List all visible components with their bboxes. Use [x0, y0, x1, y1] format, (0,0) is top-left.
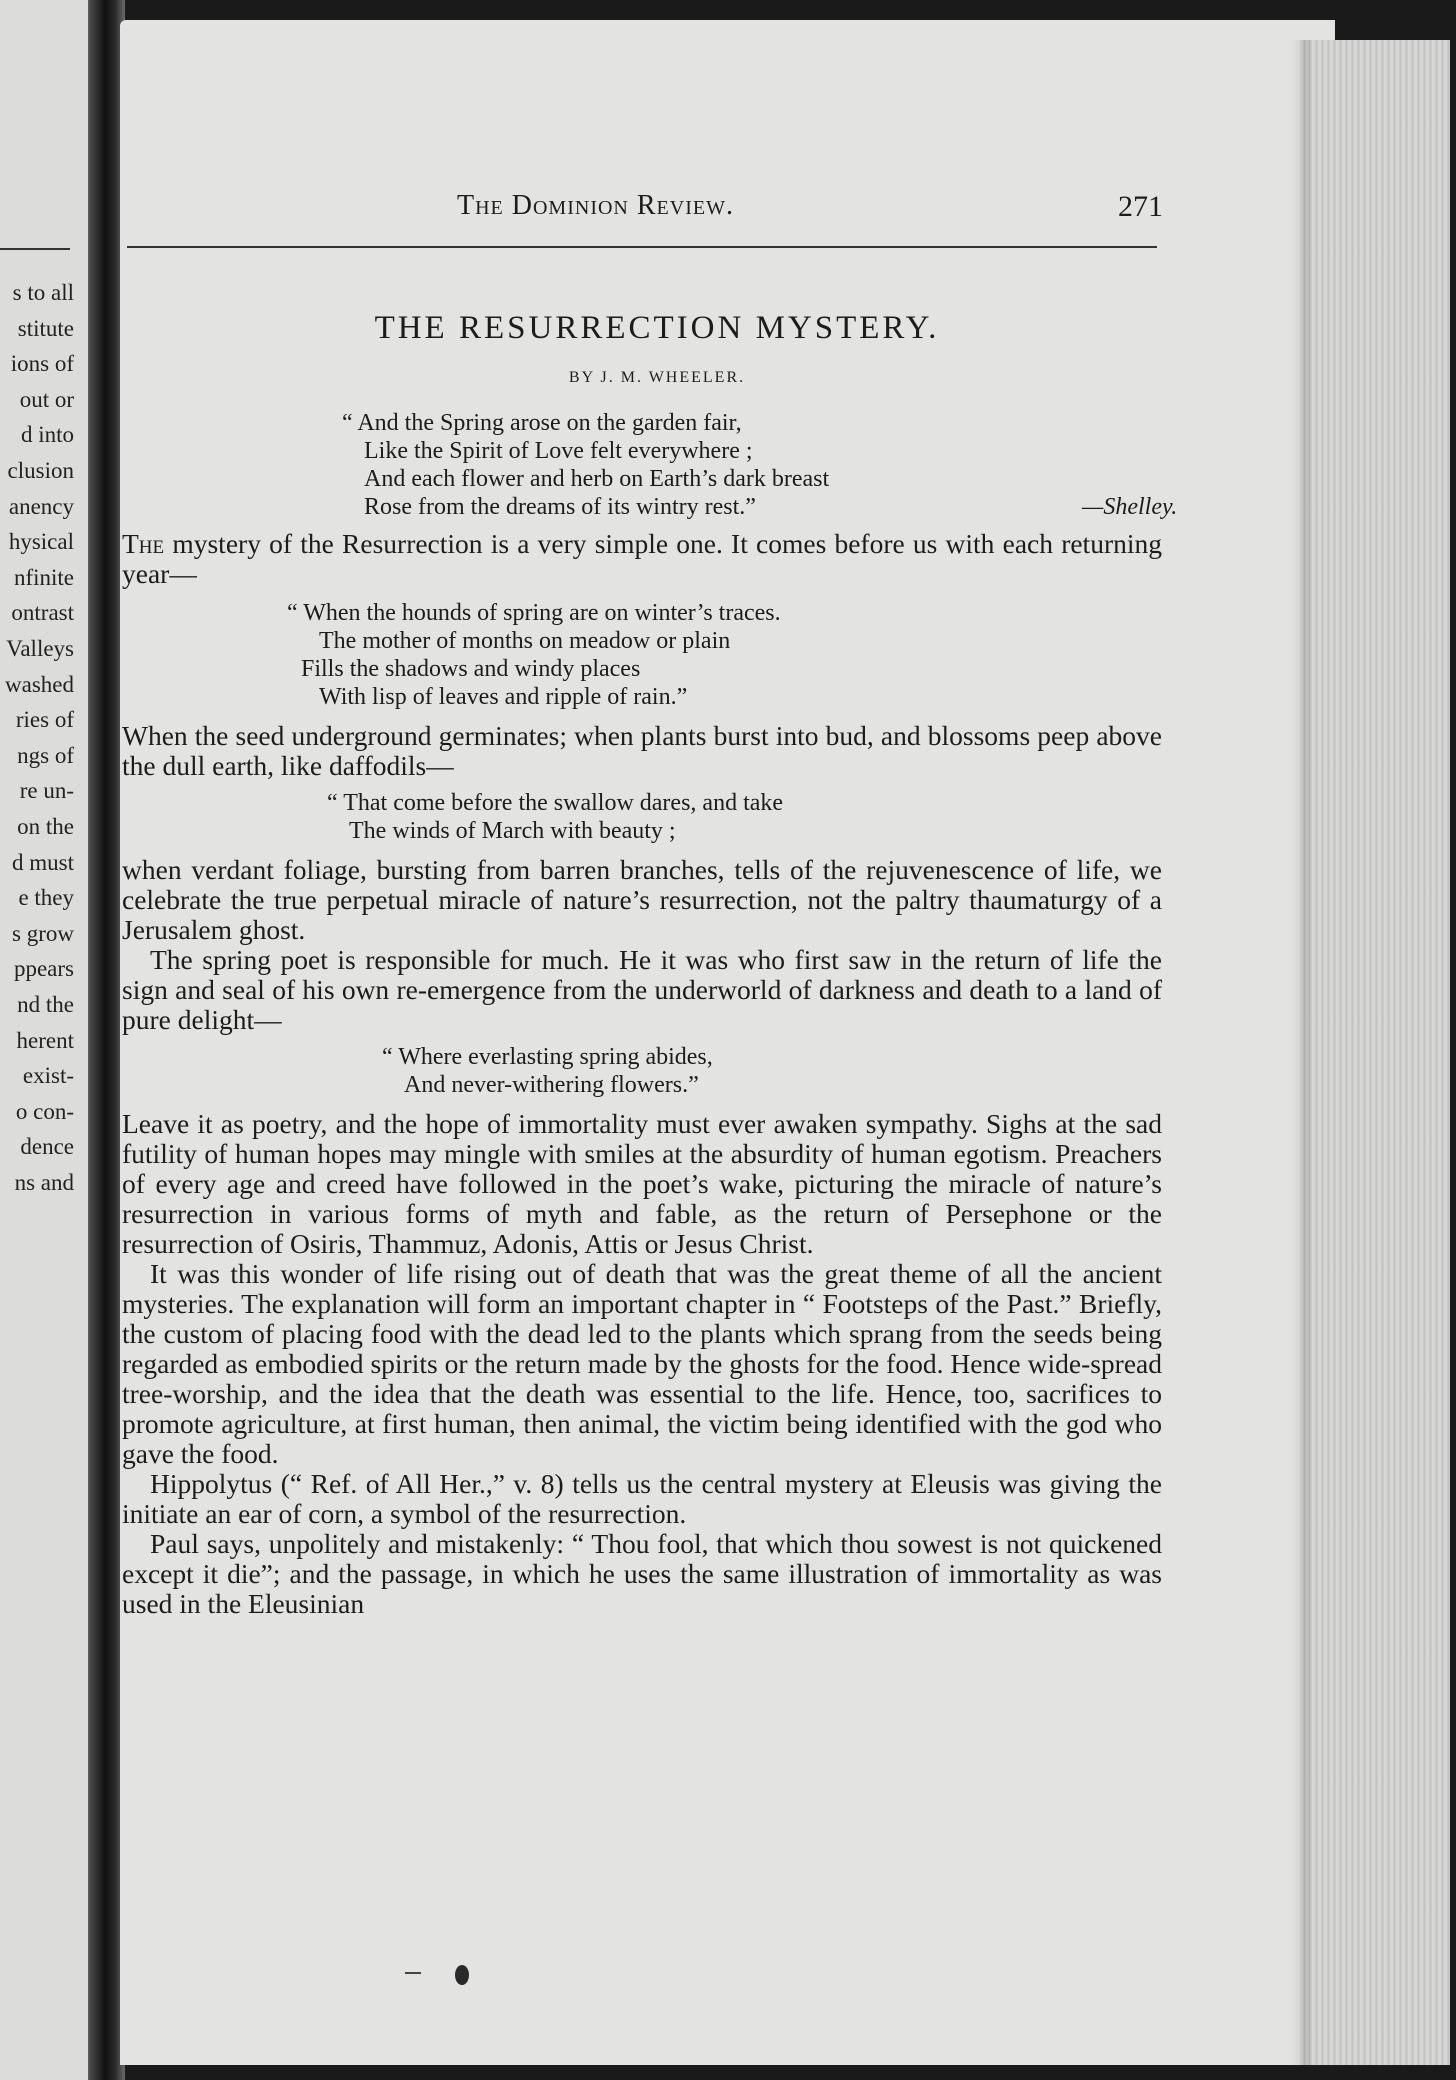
article-body [122, 721, 1162, 781]
verse-line: “ Where everlasting spring abides, [382, 1044, 713, 1070]
printers-mark [405, 1972, 421, 1974]
page-stack-edge [1300, 40, 1450, 2065]
header-rule [127, 246, 1157, 248]
previous-page-line: Valleys [6, 636, 74, 661]
verse-line: “ That come before the swallow dares, and take [327, 790, 784, 816]
paragraph [122, 529, 1162, 589]
verse-quote [287, 599, 1162, 711]
previous-page-line: ppears [13, 956, 74, 982]
paragraph-text: mystery of the Resurrection is a very simple one. It comes before us with each returning year— [122, 528, 1162, 589]
previous-page-line: nfinite [13, 564, 74, 590]
article-byline: BY J. M. WHEELER. [568, 369, 746, 386]
previous-page-rule [0, 248, 70, 250]
previous-page-line: washed [5, 671, 74, 697]
previous-page-line: d into [20, 422, 74, 448]
previous-page-line: exist- [22, 1063, 74, 1089]
paragraph: Paul says, unpolitely and mistakenly: “ Thou fool, that which thou sowest is not quickened except it die”; and the passage, in which he uses the same illustration of immortality as was used in the Eleusinian [122, 1528, 1162, 1619]
previous-page-line: ngs of [17, 742, 74, 768]
previous-page-line: out or [19, 386, 74, 412]
verse-line: The winds of March with beauty ; [349, 818, 676, 844]
previous-page-line: clusion [7, 458, 74, 483]
paragraph-lead: The [122, 528, 165, 559]
previous-page-line: anency [8, 493, 74, 519]
previous-page-line: stitute [17, 315, 74, 341]
paragraph: It was this wonder of life rising out of death that was the great theme of all the ancient mysteries. The explanation will form an important chapter in “ Footsteps of the Past.” Briefly, the custom of placing food with the dead led to the plants which sprang from the seeds being regarded as embodied spirits or the return made by the ghosts for the food. Hence wide-spread tree-worship, and the idea that the death was essential to the life. Hence, too, sacrifices to promote agriculture, at first human, then animal, the victim being identified with the god who gave the food. [122, 1258, 1162, 1469]
epigraph-attribution: —Shelley. [1082, 494, 1178, 520]
verse-line: “ When the hounds of spring are on winter’s traces. [287, 600, 781, 626]
verse-line: Fills the shadows and windy places [301, 656, 641, 682]
paragraph: when verdant foliage, bursting from barren branches, tells of the rejuvenescence of life, we celebrate the true perpetual miracle of nature’s resurrection, not the paltry thaumaturgy of a Jerusalem ghost. [122, 854, 1162, 945]
epigraph-line: Rose from the dreams of its wintry rest.” [364, 494, 756, 520]
previous-page-edge [0, 0, 88, 2080]
previous-page-line: s grow [12, 920, 74, 946]
previous-page-line: hysical [8, 529, 74, 555]
epigraph-line: And each flower and herb on Earth’s dark breast [364, 466, 830, 492]
article-body [122, 529, 1162, 589]
previous-page-line: dence [20, 1134, 74, 1160]
article-title: THE RESURRECTION MYSTERY. [374, 310, 940, 346]
verse-line: The mother of months on meadow or plain [319, 628, 731, 654]
verse-quote [382, 1043, 1162, 1099]
page-edge-shadow [1290, 40, 1310, 2065]
previous-page-line: ions of [10, 351, 74, 377]
verse-line: With lisp of leaves and ripple of rain.” [319, 684, 688, 710]
previous-page-line: nd the [17, 992, 74, 1017]
previous-page-line: ries of [15, 707, 74, 733]
previous-page-line: d must [12, 849, 74, 875]
epigraph [342, 409, 1178, 521]
article-body [122, 1109, 1162, 1619]
verse-line: And never-withering flowers.” [404, 1072, 699, 1098]
paragraph: Hippolytus (“ Ref. of All Her.,” v. 8) tells us the central mystery at Eleusis was giving the initiate an ear of corn, a symbol of the resurrection. [122, 1468, 1162, 1529]
previous-page-line: ns and [14, 1170, 74, 1195]
previous-page-line: ontrast [11, 600, 74, 626]
journal-title: The Dominion Review. [457, 190, 734, 221]
epigraph-line: Like the Spirit of Love felt everywhere ; [364, 438, 753, 464]
ink-blot [455, 1965, 469, 1985]
paragraph: Leave it as poetry, and the hope of immortality must ever awaken sympathy. Sighs at the sad futility of human hopes may mingle with smiles at the absurdity of human egotism. Preachers of every age and creed have followed in the poet’s wake, picturing the miracle of nature’s resurrection in various forms of myth and fable, as the return of Persephone or the resurrection of Osiris, Thammuz, Adonis, Attis or Jesus Christ. [122, 1108, 1162, 1259]
previous-page-line: herent [16, 1027, 74, 1053]
epigraph-line: “ And the Spring arose on the garden fair, [342, 410, 742, 436]
paragraph: When the seed underground germinates; when plants burst into bud, and blossoms peep above the dull earth, like daffodils— [122, 720, 1162, 781]
page-content [122, 190, 1178, 1619]
previous-page-line: e they [18, 885, 74, 911]
page-number: 271 [1118, 190, 1163, 223]
previous-page-line: o con- [15, 1098, 74, 1124]
running-head [122, 190, 1162, 250]
previous-page-line: on the [17, 814, 74, 839]
article-body [122, 855, 1162, 1035]
previous-page-line: re un- [19, 778, 74, 804]
previous-page-line: s to all [12, 280, 74, 305]
paragraph: The spring poet is responsible for much. He it was who first saw in the return of life the sign and seal of his own re-emergence from the underworld of darkness and death to a land of pure delight— [122, 944, 1162, 1035]
verse-quote [327, 789, 1162, 845]
